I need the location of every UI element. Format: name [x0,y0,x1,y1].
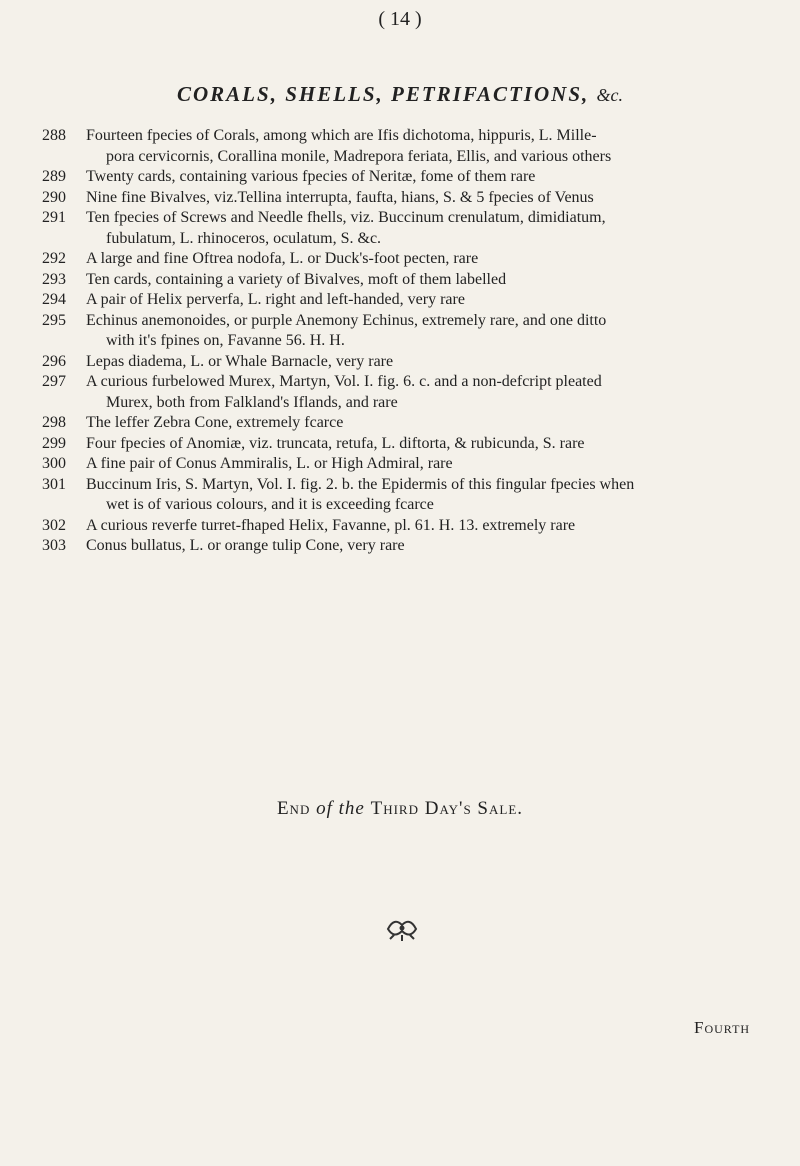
lot-number: 302 [42,516,66,534]
lot-number: 303 [42,537,66,554]
lot-description-continued: with it's fpines on, Favanne 56. H. H. [106,332,345,349]
end-of-day-heading [0,798,800,820]
lot-entry [42,188,777,209]
page-number: ( 14 ) [378,8,422,30]
lot-description: Four fpecies of Anomiæ, viz. truncata, retufa, L. diftorta, & rubicunda, S. rare [86,434,585,452]
lot-number: 294 [42,291,66,308]
lot-number: 292 [42,250,66,267]
lot-entry [42,126,777,167]
lot-description: Ten cards, containing a variety of Bivalves, moft of them labelled [86,270,507,288]
lot-description-continued: fubulatum, L. rhinoceros, oculatum, S. &c. [106,229,382,247]
lot-description: Lepas diadema, L. or Whale Barnacle, very rare [86,352,394,370]
running-head-title: CORALS, SHELLS, PETRIFACTIONS, [177,82,590,106]
lot-entry [42,249,777,270]
lot-entry [42,208,777,249]
lot-description-continued: pora cervicornis, Corallina monile, Madrepora feriata, Ellis, and various others [106,147,612,165]
lot-number: 293 [42,270,66,288]
lot-entry [42,516,777,537]
lot-entry [42,352,777,373]
lot-number: 295 [42,311,66,329]
lot-entry [42,434,777,455]
lot-description: A curious reverfe turret-fhaped Helix, Favanne, pl. 61. H. 13. extremely rare [86,516,576,534]
lot-entry [42,290,777,311]
lot-description: A large and fine Oftrea nodofa, L. or Duck's-foot pecten, rare [86,250,479,267]
lot-entry [42,270,777,291]
lot-number: 298 [42,414,66,431]
lot-description: Twenty cards, containing various fpecies of Neritæ, fome of them rare [86,168,536,185]
lot-entry [42,536,777,557]
lot-description: The leffer Zebra Cone, extremely fcarce [86,414,344,431]
lot-entry [42,167,777,188]
lot-description: Conus bullatus, L. or orange tulip Cone, very rare [86,537,405,554]
lot-number: 289 [42,168,66,185]
lot-number: 296 [42,352,66,370]
lot-entry [42,475,777,516]
end-word: End [276,798,311,819]
lot-entry [42,372,777,413]
lot-list [42,126,777,557]
lot-number: 290 [42,188,66,206]
end-connector: of the [316,798,365,819]
lot-description: Buccinum Iris, S. Martyn, Vol. I. fig. 2. b. the Epidermis of this fingular fpecies when [86,475,635,493]
catchword: Fourth [694,1018,751,1037]
lot-number: 297 [42,373,66,390]
lot-description-continued: wet is of various colours, and it is exceeding fcarce [106,496,434,513]
lot-description: Echinus anemonoides, or purple Anemony Echinus, extremely rare, and one ditto [86,311,607,329]
lot-number: 299 [42,434,66,452]
running-head [0,82,800,107]
lot-description: Nine fine Bivalves, viz.Tellina interrupta, faufta, hians, S. & 5 fpecies of Venus [86,188,594,206]
lot-description: A fine pair of Conus Ammiralis, L. or High Admiral, rare [86,455,453,472]
lot-entry [42,413,777,434]
lot-description: A curious furbelowed Murex, Martyn, Vol. I. fig. 6. c. and a non-defcript pleated [86,373,602,390]
lot-number: 301 [42,475,66,493]
lot-number: 300 [42,455,66,472]
lot-entry [42,454,777,475]
lot-description: Fourteen fpecies of Corals, among which are Ifis dichotoma, hippuris, L. Mille- [86,127,597,144]
lot-description: A pair of Helix perverfa, L. right and left-handed, very rare [86,291,465,308]
lot-entry [42,311,777,352]
printers-flower-ornament-icon [384,915,420,943]
lot-description-continued: Murex, both from Falkland's Iflands, and rare [106,393,398,411]
running-head-etc: &c. [596,85,623,105]
end-day-title: Third Day's Sale. [370,798,524,819]
lot-number: 288 [42,127,66,144]
lot-number: 291 [42,209,66,226]
lot-description: Ten fpecies of Screws and Needle fhells, viz. Buccinum crenulatum, dimidiatum, [86,209,606,226]
